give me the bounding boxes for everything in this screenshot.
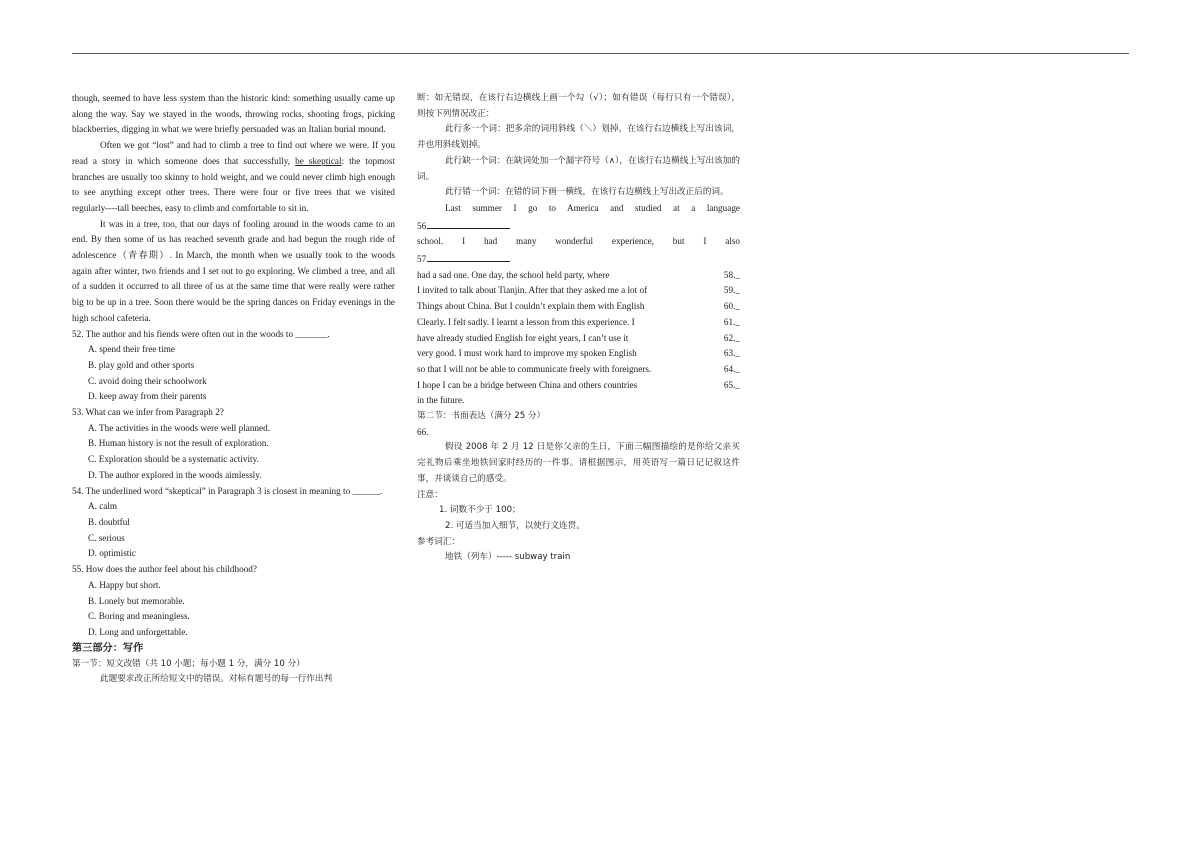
question-66-number: 66.: [417, 426, 429, 437]
passage-paragraph-3: It was in a tree, too, that our days of fooling around in the woods came to an end. By then some of us has reached seventh grade and had begun the rough ride of adolescence（青春期）. In March, the month when we usually took to the woods again after winter, two friends and I set out to go exploring. We climbed a tree, and all of a sudden it occurred to all three of us at the same time that were really were rather big to be up in a tree. Soon there would be the spring dances on Friday evenings in the high school cafeteria.: [72, 218, 395, 323]
answer-blank-56[interactable]: [428, 217, 510, 229]
option[interactable]: C. Exploration should be a systematic activity.: [88, 454, 259, 465]
correction-line-61: [417, 315, 740, 331]
passage-paragraph-1: though, seemed to have less system than the historic kind: something usually came up along the way. Say we stayed in the woods, throwing rocks, shooting frogs, picking blackberries, digging in what we were briefly persuaded was an Italian burial mound.: [72, 93, 395, 135]
passage-text: Often we got “lost” and had to climb a tree to find out where we were. If you read a story in which someone does that successfully,: [72, 140, 395, 166]
correction-line-62: [417, 331, 740, 347]
correction-line-60: [417, 299, 740, 315]
note-item-2: 2. 可适当加入细节，以使行文连贯。: [445, 520, 585, 531]
option[interactable]: A. Happy but short.: [88, 579, 161, 590]
question-52: [72, 327, 395, 406]
section2-heading: 第二节：书面表达（满分 25 分）: [417, 411, 546, 422]
part3-heading: 第三部分：写作: [72, 642, 144, 654]
option[interactable]: C. Boring and meaningless.: [88, 611, 190, 622]
correction-line-64: [417, 362, 740, 378]
line-text: very good. I must work hard to improve my spoken English: [417, 348, 637, 359]
option[interactable]: D. The author explored in the woods aimlessly.: [88, 469, 262, 480]
line-text: I invited to talk about Tianjin. After that they asked me a lot of: [417, 285, 648, 296]
question-stem: 53. What can we infer from Paragraph 2?: [72, 407, 224, 418]
option[interactable]: B. Lonely but memorable.: [88, 595, 185, 606]
answer-blank-65[interactable]: 65._: [723, 379, 740, 390]
correction-line-57: school. I had many wonderful experience, but I also: [417, 236, 740, 247]
option[interactable]: D. keep away from their parents: [88, 391, 207, 402]
answer-blank-63[interactable]: 63._: [723, 348, 740, 359]
question-stem: 54. The underlined word “skeptical” in Paragraph 3 is closest in meaning to ______.: [72, 485, 383, 496]
instruction-continued: 断：如无错误，在该行右边横线上画一个勾（√）；如有错误（每行只有一个错误），则按下列情况改正：: [417, 93, 740, 119]
answer-blank-60[interactable]: 60._: [723, 301, 740, 312]
answer-blank-59[interactable]: 59._: [723, 285, 740, 296]
instruction-start: 此题要求改正所给短文中的错误。对标有题号的每一行作出判: [100, 674, 333, 685]
right-column: [417, 91, 740, 566]
passage-paragraph-2: [72, 138, 395, 217]
correction-line-65: [417, 378, 740, 394]
section1-heading: 第一节：短文改错（共 10 小题；每小题 1 分，满分 10 分）: [72, 658, 305, 669]
answer-blank-64[interactable]: 64._: [723, 363, 740, 374]
header-rule: [72, 53, 1129, 54]
writing-prompt: 假设 2008 年 2 月 12 日是你父亲的生日，下面三幅图描绘的是你给父亲买完礼物后乘坐地铁回家时经历的一件事。请根据图示，用英语写一篇日记记叙这件事，并谈谈自己的感受。: [417, 442, 740, 484]
option[interactable]: A. spend their free time: [88, 344, 175, 355]
option[interactable]: D. optimistic: [88, 548, 136, 559]
line-number: 56.: [417, 220, 429, 231]
option[interactable]: D. Long and unforgettable.: [88, 626, 188, 637]
question-53: [72, 405, 395, 484]
left-column: [72, 91, 395, 688]
correction-line-59: [417, 283, 740, 299]
option[interactable]: C. serious: [88, 532, 125, 543]
rule-missing-word: 此行缺一个词：在缺词处加一个漏字符号（∧），在该行右边横线上写出该加的词。: [417, 155, 740, 182]
line-text: have already studied English for eight years, I can’t use it: [417, 332, 629, 343]
question-stem: 52. The author and his fiends were often out in the woods to _______.: [72, 328, 330, 339]
line-text: Things about China. But I couldn’t explain them with English: [417, 301, 645, 312]
option[interactable]: B. Human history is not the result of exploration.: [88, 438, 269, 449]
option[interactable]: A. The activities in the woods were well planned.: [88, 422, 271, 433]
vocab-label: 参考词汇：: [417, 536, 460, 547]
correction-last-line: in the future.: [417, 395, 465, 406]
passage-text: : the topmost branches are usually too skinny to hold weight, and we could never climb high enough to see anything except other trees. There were four or five trees that we visited regularly----tall beeches, easy to climb and comfortable to sit in.: [72, 155, 396, 213]
correction-line-58: [417, 268, 740, 284]
answer-blank-58[interactable]: 58._: [723, 269, 740, 280]
answer-56: [417, 217, 740, 235]
note-label: 注意：: [417, 489, 443, 500]
option[interactable]: B. play gold and other sports: [88, 359, 195, 370]
correction-line-56: Last summer I go to America and studied at a language: [445, 202, 740, 213]
line-number: 57.: [417, 254, 429, 265]
line-text: Clearly. I felt sadly. I learnt a lesson from this experience. I: [417, 316, 635, 327]
option[interactable]: A. calm: [88, 501, 118, 512]
rule-extra-word: 此行多一个词：把多余的词用斜线（＼）划掉，在该行右边横线上写出该词，并也用斜线划掉。: [417, 124, 740, 151]
correction-line-63: [417, 346, 740, 362]
line-text: so that I will not be able to communicate freely with foreigners.: [417, 363, 652, 374]
question-55: [72, 562, 395, 641]
line-text: had a sad one. One day, the school held party, where: [417, 269, 610, 280]
vocab-item: 地铁（列车）----- subway train: [445, 552, 571, 563]
rule-wrong-word: 此行错一个词：在错的词下画一横线，在该行右边横线上写出改正后的词。: [445, 187, 729, 198]
note-item-1: 1. 词数不少于 100；: [439, 505, 521, 516]
question-stem: 55. How does the author feel about his childhood?: [72, 564, 257, 575]
option[interactable]: B. doubtful: [88, 516, 130, 527]
answer-blank-57[interactable]: [428, 250, 510, 262]
answer-57: [417, 250, 740, 268]
question-54: [72, 484, 395, 563]
answer-blank-62[interactable]: 62._: [723, 332, 740, 343]
answer-blank-61[interactable]: 61._: [723, 316, 740, 327]
line-text: I hope I can be a bridge between China and others countries: [417, 379, 638, 390]
underlined-phrase: be skeptical: [295, 155, 342, 166]
option[interactable]: C. avoid doing their schoolwork: [88, 375, 207, 386]
